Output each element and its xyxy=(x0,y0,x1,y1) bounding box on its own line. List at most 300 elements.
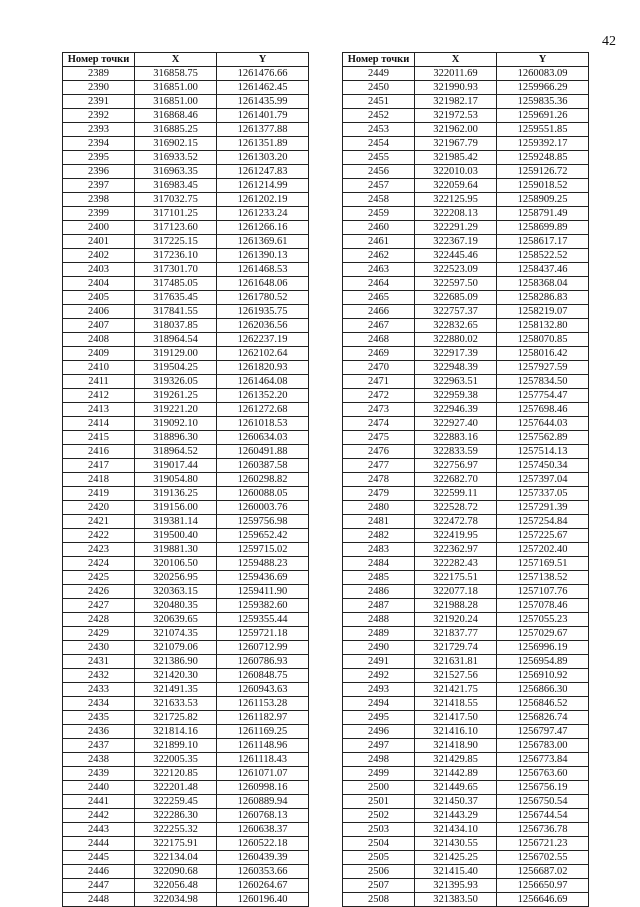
cell-point-number: 2488 xyxy=(343,613,415,627)
table-row xyxy=(343,347,589,361)
cell-point-number: 2412 xyxy=(63,389,135,403)
cell-point-number: 2410 xyxy=(63,361,135,375)
cell-x: 322597.50 xyxy=(415,277,497,291)
cell-y: 1256756.19 xyxy=(497,781,589,795)
cell-x: 317301.70 xyxy=(135,263,217,277)
cell-point-number: 2420 xyxy=(63,501,135,515)
cell-point-number: 2489 xyxy=(343,627,415,641)
cell-y: 1258070.85 xyxy=(497,333,589,347)
cell-y: 1261369.61 xyxy=(217,235,309,249)
cell-point-number: 2477 xyxy=(343,459,415,473)
cell-x: 319129.00 xyxy=(135,347,217,361)
cell-y: 1258016.42 xyxy=(497,347,589,361)
cell-x: 321443.29 xyxy=(415,809,497,823)
table-row xyxy=(63,389,309,403)
table-row xyxy=(63,179,309,193)
table-row xyxy=(63,711,309,725)
cell-point-number: 2403 xyxy=(63,263,135,277)
table-row xyxy=(63,893,309,907)
cell-y: 1258617.17 xyxy=(497,235,589,249)
cell-point-number: 2392 xyxy=(63,109,135,123)
cell-x: 321420.30 xyxy=(135,669,217,683)
cell-point-number: 2498 xyxy=(343,753,415,767)
table-row xyxy=(63,879,309,893)
table-row xyxy=(343,641,589,655)
table-row xyxy=(63,417,309,431)
cell-point-number: 2395 xyxy=(63,151,135,165)
cell-y: 1261071.07 xyxy=(217,767,309,781)
cell-y: 1261118.43 xyxy=(217,753,309,767)
cell-y: 1260491.88 xyxy=(217,445,309,459)
table-row xyxy=(63,753,309,767)
cell-x: 322883.16 xyxy=(415,431,497,445)
cell-x: 317485.05 xyxy=(135,277,217,291)
cell-y: 1259652.42 xyxy=(217,529,309,543)
cell-point-number: 2490 xyxy=(343,641,415,655)
cell-x: 318964.54 xyxy=(135,333,217,347)
cell-y: 1256996.19 xyxy=(497,641,589,655)
table-row xyxy=(343,529,589,543)
cell-x: 322959.38 xyxy=(415,389,497,403)
cell-y: 1259382.60 xyxy=(217,599,309,613)
cell-y: 1256910.92 xyxy=(497,669,589,683)
cell-x: 322445.46 xyxy=(415,249,497,263)
cell-point-number: 2479 xyxy=(343,487,415,501)
cell-y: 1256826.74 xyxy=(497,711,589,725)
table-row xyxy=(63,823,309,837)
cell-x: 322010.03 xyxy=(415,165,497,179)
table-row xyxy=(63,67,309,81)
table-row xyxy=(343,263,589,277)
cell-x: 320256.95 xyxy=(135,571,217,585)
cell-y: 1258522.52 xyxy=(497,249,589,263)
cell-point-number: 2431 xyxy=(63,655,135,669)
cell-y: 1259018.52 xyxy=(497,179,589,193)
cell-y: 1256763.60 xyxy=(497,767,589,781)
cell-x: 322880.02 xyxy=(415,333,497,347)
cell-y: 1261462.45 xyxy=(217,81,309,95)
cell-point-number: 2459 xyxy=(343,207,415,221)
cell-point-number: 2439 xyxy=(63,767,135,781)
cell-point-number: 2447 xyxy=(63,879,135,893)
table-header-row xyxy=(343,53,589,67)
cell-point-number: 2402 xyxy=(63,249,135,263)
cell-y: 1256687.02 xyxy=(497,865,589,879)
cell-point-number: 2433 xyxy=(63,683,135,697)
table-row xyxy=(343,67,589,81)
table-row xyxy=(63,375,309,389)
cell-y: 1260196.40 xyxy=(217,893,309,907)
cell-point-number: 2442 xyxy=(63,809,135,823)
cell-y: 1258368.04 xyxy=(497,277,589,291)
cell-point-number: 2414 xyxy=(63,417,135,431)
cell-point-number: 2453 xyxy=(343,123,415,137)
table-row xyxy=(63,627,309,641)
table-row xyxy=(343,81,589,95)
table-row xyxy=(63,571,309,585)
cell-point-number: 2487 xyxy=(343,599,415,613)
cell-x: 322201.48 xyxy=(135,781,217,795)
cell-y: 1260264.67 xyxy=(217,879,309,893)
cell-x: 322682.70 xyxy=(415,473,497,487)
cell-y: 1257754.47 xyxy=(497,389,589,403)
cell-point-number: 2457 xyxy=(343,179,415,193)
cell-point-number: 2407 xyxy=(63,319,135,333)
cell-y: 1256773.84 xyxy=(497,753,589,767)
cell-y: 1257169.51 xyxy=(497,557,589,571)
table-row xyxy=(63,81,309,95)
table-row xyxy=(343,487,589,501)
cell-point-number: 2445 xyxy=(63,851,135,865)
cell-x: 322946.39 xyxy=(415,403,497,417)
cell-point-number: 2504 xyxy=(343,837,415,851)
cell-x: 321425.25 xyxy=(415,851,497,865)
cell-y: 1256954.89 xyxy=(497,655,589,669)
cell-y: 1257562.89 xyxy=(497,431,589,445)
cell-point-number: 2451 xyxy=(343,95,415,109)
table-row xyxy=(343,137,589,151)
cell-y: 1261148.96 xyxy=(217,739,309,753)
cell-point-number: 2389 xyxy=(63,67,135,81)
table-row xyxy=(343,445,589,459)
header-point-number: Номер точки xyxy=(343,53,415,67)
cell-x: 318964.52 xyxy=(135,445,217,459)
cell-point-number: 2436 xyxy=(63,725,135,739)
cell-x: 317635.45 xyxy=(135,291,217,305)
cell-y: 1261266.16 xyxy=(217,221,309,235)
cell-x: 321383.50 xyxy=(415,893,497,907)
table-row xyxy=(343,193,589,207)
cell-y: 1261464.08 xyxy=(217,375,309,389)
table-row xyxy=(63,585,309,599)
table-row xyxy=(63,151,309,165)
cell-y: 1262102.64 xyxy=(217,347,309,361)
table-row xyxy=(63,193,309,207)
table-row xyxy=(63,459,309,473)
table-row xyxy=(343,389,589,403)
cell-x: 322034.98 xyxy=(135,893,217,907)
cell-point-number: 2452 xyxy=(343,109,415,123)
cell-x: 321962.00 xyxy=(415,123,497,137)
table-row xyxy=(343,95,589,109)
cell-point-number: 2481 xyxy=(343,515,415,529)
cell-x: 319381.14 xyxy=(135,515,217,529)
cell-y: 1257291.39 xyxy=(497,501,589,515)
cell-x: 322362.97 xyxy=(415,543,497,557)
cell-point-number: 2448 xyxy=(63,893,135,907)
header-y: Y xyxy=(497,53,589,67)
cell-x: 321920.24 xyxy=(415,613,497,627)
cell-y: 1259488.23 xyxy=(217,557,309,571)
cell-y: 1256744.54 xyxy=(497,809,589,823)
table-row xyxy=(63,431,309,445)
table-row xyxy=(63,809,309,823)
table-row xyxy=(63,263,309,277)
cell-x: 321415.40 xyxy=(415,865,497,879)
table-row xyxy=(343,865,589,879)
cell-x: 317225.15 xyxy=(135,235,217,249)
table-row xyxy=(343,725,589,739)
cell-x: 322948.39 xyxy=(415,361,497,375)
cell-x: 321988.28 xyxy=(415,599,497,613)
cell-point-number: 2423 xyxy=(63,543,135,557)
cell-point-number: 2422 xyxy=(63,529,135,543)
table-row xyxy=(63,473,309,487)
table-row xyxy=(343,571,589,585)
cell-y: 1259436.69 xyxy=(217,571,309,585)
table-row xyxy=(63,599,309,613)
table-row xyxy=(63,277,309,291)
cell-x: 316983.45 xyxy=(135,179,217,193)
cell-x: 316851.00 xyxy=(135,81,217,95)
cell-y: 1256721.23 xyxy=(497,837,589,851)
cell-x: 321837.77 xyxy=(415,627,497,641)
cell-x: 322927.40 xyxy=(415,417,497,431)
cell-point-number: 2424 xyxy=(63,557,135,571)
table-row xyxy=(343,473,589,487)
cell-x: 322255.32 xyxy=(135,823,217,837)
table-row xyxy=(343,179,589,193)
table-row xyxy=(343,375,589,389)
cell-point-number: 2468 xyxy=(343,333,415,347)
cell-point-number: 2508 xyxy=(343,893,415,907)
cell-point-number: 2421 xyxy=(63,515,135,529)
cell-point-number: 2401 xyxy=(63,235,135,249)
cell-y: 1261303.20 xyxy=(217,151,309,165)
cell-x: 321985.42 xyxy=(415,151,497,165)
cell-x: 322208.13 xyxy=(415,207,497,221)
table-row xyxy=(63,669,309,683)
table-row xyxy=(63,837,309,851)
cell-y: 1260353.66 xyxy=(217,865,309,879)
cell-x: 321079.06 xyxy=(135,641,217,655)
table-row xyxy=(343,291,589,305)
table-row xyxy=(63,207,309,221)
cell-y: 1260998.16 xyxy=(217,781,309,795)
cell-y: 1257514.13 xyxy=(497,445,589,459)
table-row xyxy=(63,865,309,879)
table-row xyxy=(63,487,309,501)
cell-y: 1258437.46 xyxy=(497,263,589,277)
table-row xyxy=(343,123,589,137)
cell-y: 1261202.19 xyxy=(217,193,309,207)
cell-y: 1261018.53 xyxy=(217,417,309,431)
table-row xyxy=(343,823,589,837)
cell-x: 321972.53 xyxy=(415,109,497,123)
cell-x: 321982.17 xyxy=(415,95,497,109)
cell-point-number: 2449 xyxy=(343,67,415,81)
cell-x: 322282.43 xyxy=(415,557,497,571)
cell-point-number: 2409 xyxy=(63,347,135,361)
cell-y: 1261377.88 xyxy=(217,123,309,137)
cell-y: 1259835.36 xyxy=(497,95,589,109)
table-row xyxy=(343,515,589,529)
cell-y: 1258909.25 xyxy=(497,193,589,207)
table-row xyxy=(343,753,589,767)
cell-point-number: 2429 xyxy=(63,627,135,641)
cell-x: 319054.80 xyxy=(135,473,217,487)
cell-point-number: 2484 xyxy=(343,557,415,571)
cell-y: 1256797.47 xyxy=(497,725,589,739)
cell-y: 1259691.26 xyxy=(497,109,589,123)
cell-point-number: 2462 xyxy=(343,249,415,263)
table-row xyxy=(343,235,589,249)
cell-point-number: 2444 xyxy=(63,837,135,851)
cell-x: 322757.37 xyxy=(415,305,497,319)
cell-x: 322833.59 xyxy=(415,445,497,459)
cell-y: 1258132.80 xyxy=(497,319,589,333)
cell-x: 321967.79 xyxy=(415,137,497,151)
table-row xyxy=(63,655,309,669)
cell-point-number: 2483 xyxy=(343,543,415,557)
cell-x: 319500.40 xyxy=(135,529,217,543)
cell-y: 1261214.99 xyxy=(217,179,309,193)
cell-x: 321418.55 xyxy=(415,697,497,711)
cell-point-number: 2391 xyxy=(63,95,135,109)
cell-x: 319881.30 xyxy=(135,543,217,557)
cell-y: 1260522.18 xyxy=(217,837,309,851)
cell-point-number: 2505 xyxy=(343,851,415,865)
cell-point-number: 2400 xyxy=(63,221,135,235)
cell-y: 1261390.13 xyxy=(217,249,309,263)
table-row xyxy=(343,781,589,795)
cell-point-number: 2454 xyxy=(343,137,415,151)
cell-y: 1259126.72 xyxy=(497,165,589,179)
cell-point-number: 2476 xyxy=(343,445,415,459)
cell-y: 1257202.40 xyxy=(497,543,589,557)
cell-y: 1261351.89 xyxy=(217,137,309,151)
table-row xyxy=(63,543,309,557)
table-row xyxy=(63,165,309,179)
cell-x: 321491.35 xyxy=(135,683,217,697)
table-row xyxy=(343,669,589,683)
cell-point-number: 2496 xyxy=(343,725,415,739)
table-row xyxy=(63,291,309,305)
cell-point-number: 2406 xyxy=(63,305,135,319)
table-header-row xyxy=(63,53,309,67)
cell-x: 322523.09 xyxy=(415,263,497,277)
cell-y: 1261820.93 xyxy=(217,361,309,375)
cell-x: 319017.44 xyxy=(135,459,217,473)
table-row xyxy=(63,557,309,571)
cell-x: 322528.72 xyxy=(415,501,497,515)
table-row xyxy=(63,123,309,137)
cell-y: 1257450.34 xyxy=(497,459,589,473)
cell-x: 322259.45 xyxy=(135,795,217,809)
cell-point-number: 2413 xyxy=(63,403,135,417)
table-row xyxy=(343,151,589,165)
cell-point-number: 2427 xyxy=(63,599,135,613)
cell-x: 322059.64 xyxy=(415,179,497,193)
cell-y: 1261468.53 xyxy=(217,263,309,277)
cell-x: 317101.25 xyxy=(135,207,217,221)
cell-x: 321449.65 xyxy=(415,781,497,795)
cell-y: 1260848.75 xyxy=(217,669,309,683)
cell-point-number: 2446 xyxy=(63,865,135,879)
cell-point-number: 2475 xyxy=(343,431,415,445)
table-row xyxy=(343,361,589,375)
cell-y: 1261780.52 xyxy=(217,291,309,305)
cell-y: 1257078.46 xyxy=(497,599,589,613)
cell-x: 322011.69 xyxy=(415,67,497,81)
coordinates-table-left xyxy=(62,52,309,907)
cell-point-number: 2482 xyxy=(343,529,415,543)
cell-x: 322832.65 xyxy=(415,319,497,333)
cell-point-number: 2399 xyxy=(63,207,135,221)
header-point-number: Номер точки xyxy=(63,53,135,67)
cell-y: 1257029.67 xyxy=(497,627,589,641)
cell-x: 321814.16 xyxy=(135,725,217,739)
table-row xyxy=(343,543,589,557)
cell-point-number: 2437 xyxy=(63,739,135,753)
cell-point-number: 2466 xyxy=(343,305,415,319)
cell-x: 317841.55 xyxy=(135,305,217,319)
cell-x: 321990.93 xyxy=(415,81,497,95)
cell-y: 1257698.46 xyxy=(497,403,589,417)
cell-y: 1258699.89 xyxy=(497,221,589,235)
table-row xyxy=(63,641,309,655)
cell-x: 322090.68 xyxy=(135,865,217,879)
cell-x: 322599.11 xyxy=(415,487,497,501)
cell-y: 1257397.04 xyxy=(497,473,589,487)
cell-y: 1256846.52 xyxy=(497,697,589,711)
table-row xyxy=(63,403,309,417)
cell-point-number: 2411 xyxy=(63,375,135,389)
cell-point-number: 2404 xyxy=(63,277,135,291)
table-row xyxy=(343,893,589,907)
table-row xyxy=(63,319,309,333)
table-row xyxy=(343,627,589,641)
cell-point-number: 2499 xyxy=(343,767,415,781)
cell-point-number: 2428 xyxy=(63,613,135,627)
cell-point-number: 2435 xyxy=(63,711,135,725)
cell-x: 321725.82 xyxy=(135,711,217,725)
cell-point-number: 2396 xyxy=(63,165,135,179)
cell-y: 1260889.94 xyxy=(217,795,309,809)
coordinates-table-right xyxy=(342,52,589,907)
cell-point-number: 2465 xyxy=(343,291,415,305)
table-row xyxy=(343,109,589,123)
table-row xyxy=(63,683,309,697)
cell-y: 1261233.24 xyxy=(217,207,309,221)
cell-y: 1261272.68 xyxy=(217,403,309,417)
cell-point-number: 2503 xyxy=(343,823,415,837)
cell-point-number: 2450 xyxy=(343,81,415,95)
cell-point-number: 2455 xyxy=(343,151,415,165)
cell-x: 320363.15 xyxy=(135,585,217,599)
cell-point-number: 2497 xyxy=(343,739,415,753)
cell-y: 1261935.75 xyxy=(217,305,309,319)
table-row xyxy=(343,459,589,473)
cell-y: 1257138.52 xyxy=(497,571,589,585)
cell-y: 1256650.97 xyxy=(497,879,589,893)
cell-y: 1256736.78 xyxy=(497,823,589,837)
cell-x: 319261.25 xyxy=(135,389,217,403)
table-row xyxy=(343,711,589,725)
cell-point-number: 2495 xyxy=(343,711,415,725)
table-row xyxy=(63,501,309,515)
cell-point-number: 2419 xyxy=(63,487,135,501)
cell-y: 1256702.55 xyxy=(497,851,589,865)
cell-x: 321386.90 xyxy=(135,655,217,669)
cell-x: 321631.81 xyxy=(415,655,497,669)
cell-x: 316851.00 xyxy=(135,95,217,109)
table-row xyxy=(343,851,589,865)
cell-x: 321434.10 xyxy=(415,823,497,837)
cell-x: 320106.50 xyxy=(135,557,217,571)
table-row xyxy=(343,767,589,781)
table-body-right xyxy=(343,67,589,907)
